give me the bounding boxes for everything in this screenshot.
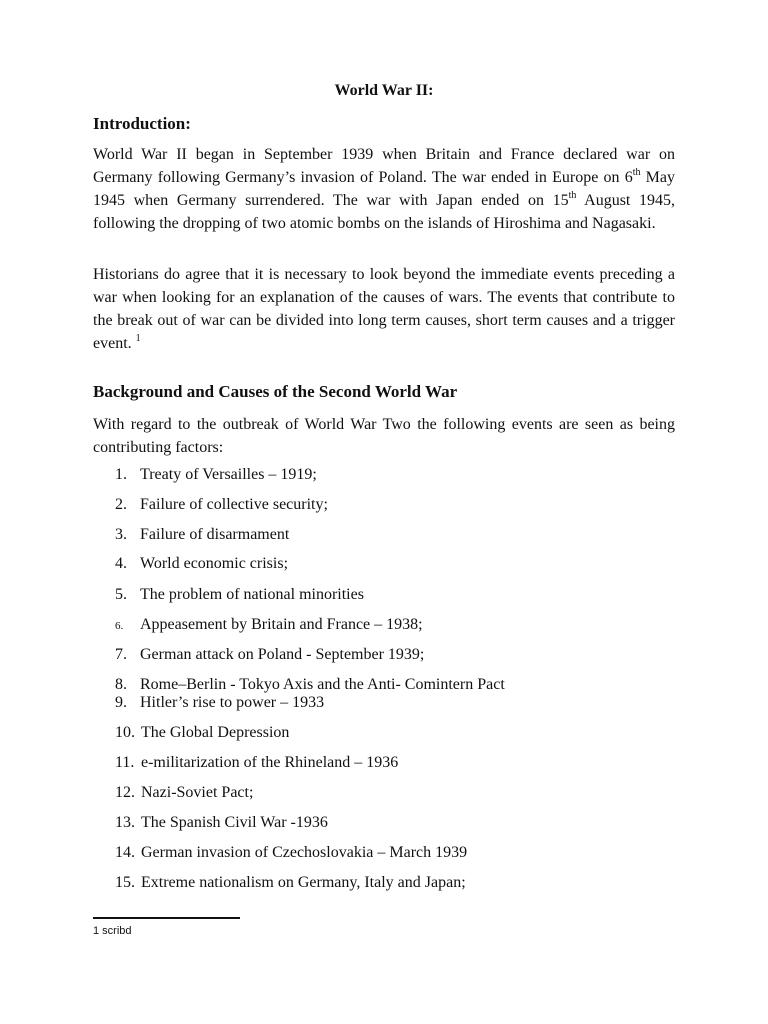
list-item-number: 14. bbox=[115, 844, 135, 861]
list-item-text: Rome–Berlin - Tokyo Axis and the Anti- Comintern Pact bbox=[140, 676, 505, 693]
list-item-text: The problem of national minorities bbox=[140, 586, 364, 603]
footnote-reference[interactable]: 1 bbox=[135, 332, 141, 344]
list-item-number: 4. bbox=[115, 555, 127, 572]
list-item-text: Failure of collective security; bbox=[140, 496, 328, 513]
historians-text: Historians do agree that it is necessary to look beyond the immediate events preceding a war when looking for an explanation of the causes of wars. The events that contribute to the break out of war can be divided into long term causes, short term causes and a trigger event. bbox=[93, 266, 675, 352]
list-item-number: 13. bbox=[115, 814, 135, 831]
list-item-text: Hitler’s rise to power – 1933 bbox=[140, 694, 325, 711]
intro-text-1: World War II began in September 1939 when Britain and France declared war on Germany following Germany’s invasion of Poland. The war ended in Europe on 6 bbox=[93, 146, 675, 186]
footnote-text: 1 scribd bbox=[93, 925, 132, 937]
list-item-number: 5. bbox=[115, 586, 127, 603]
list-item-text: Nazi-Soviet Pact; bbox=[141, 784, 254, 801]
list-item-number: 3. bbox=[115, 526, 127, 543]
list-item-text: World economic crisis; bbox=[140, 555, 289, 572]
footnote-separator bbox=[93, 917, 240, 919]
list-item-number: 9. bbox=[115, 694, 127, 711]
intro-superscript-2: th bbox=[568, 189, 577, 201]
background-heading: Background and Causes of the Second World War bbox=[93, 382, 458, 401]
intro-text-3: August 1945, following the dropping of two atomic bombs on the islands of Hiroshima and Nagasaki. bbox=[93, 192, 676, 232]
list-item-text: Treaty of Versailles – 1919; bbox=[140, 466, 317, 483]
background-intro-paragraph: With regard to the outbreak of World War Two the following events are seen as being contributing factors: bbox=[93, 416, 675, 456]
list-item-text: Appeasement by Britain and France – 1938; bbox=[140, 616, 423, 633]
list-item-number: 12. bbox=[115, 784, 135, 801]
list-item-text: e-militarization of the Rhineland – 1936 bbox=[141, 754, 399, 771]
list-item-text: German attack on Poland - September 1939; bbox=[140, 646, 425, 663]
list-item-number: 8. bbox=[115, 676, 127, 693]
list-item-text: Failure of disarmament bbox=[140, 526, 290, 543]
page-title: World War II: bbox=[334, 82, 434, 99]
introduction-paragraph bbox=[93, 143, 675, 235]
list-item-number: 1. bbox=[115, 466, 127, 483]
list-item-text: The Global Depression bbox=[141, 724, 290, 741]
historians-paragraph bbox=[93, 263, 675, 355]
intro-text-2: May 1945 when Germany surrendered. The war with Japan ended on 15 bbox=[93, 169, 676, 209]
list-item-number: 2. bbox=[115, 496, 127, 513]
list-item-number: 6. bbox=[115, 620, 124, 632]
list-item-number: 10. bbox=[115, 724, 135, 741]
intro-superscript-1: th bbox=[632, 166, 641, 178]
list-item-number: 7. bbox=[115, 646, 127, 663]
list-item-number: 15. bbox=[115, 874, 135, 891]
list-item-text: Extreme nationalism on Germany, Italy and Japan; bbox=[141, 874, 466, 891]
list-item-text: The Spanish Civil War -1936 bbox=[141, 814, 328, 831]
introduction-heading: Introduction: bbox=[93, 114, 191, 133]
list-item-text: German invasion of Czechoslovakia – March 1939 bbox=[141, 844, 468, 861]
list-item-number: 11. bbox=[115, 754, 135, 771]
